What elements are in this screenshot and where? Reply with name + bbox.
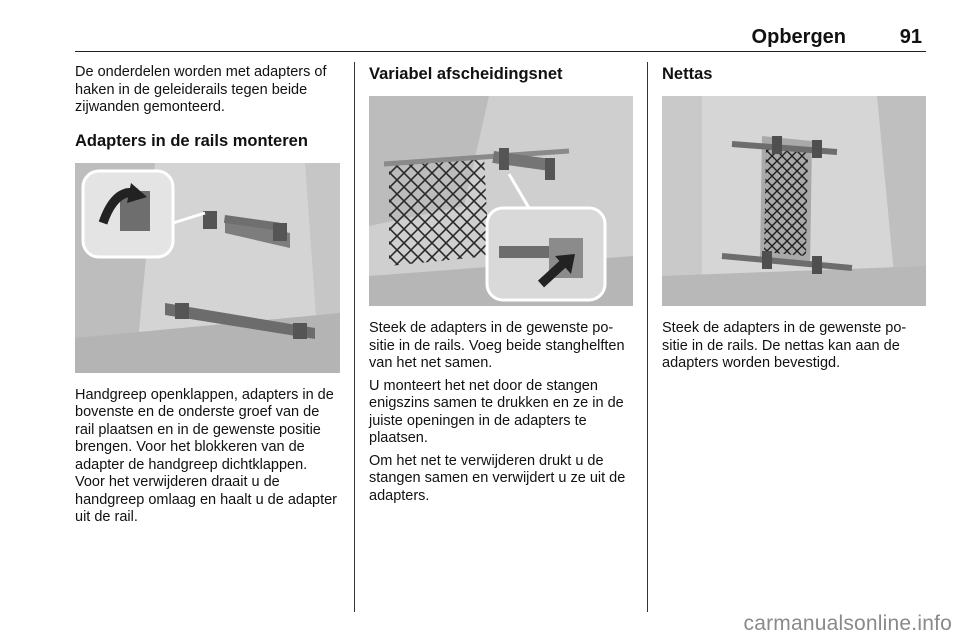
- column-1: [75, 64, 340, 527]
- section-title: Opbergen: [751, 26, 846, 48]
- intro-paragraph: De onderdelen worden met adapters of haken in de geleiderails tegen beide zijwanden gemonteerd.: [75, 64, 327, 115]
- column-2: [369, 64, 633, 505]
- heading-net: Variabel afscheidingsnet: [369, 65, 563, 83]
- figure-net-bag: [662, 96, 926, 306]
- paragraph-1: Steek de adapters in de gewenste positie in de rails. De nettas kan aan de adapters worden bevestigd.: [662, 320, 907, 371]
- heading-adapters: Adapters in de rails monteren: [75, 131, 308, 150]
- heading-net-bag: Nettas: [662, 65, 713, 83]
- column-divider: [354, 62, 355, 612]
- column-3: [662, 64, 926, 373]
- page-header: [75, 24, 926, 52]
- watermark: carmanualsonline.info: [743, 612, 952, 635]
- body-paragraph: Handgreep openklappen, adapters in de bovenste en de onderste groef van de rail plaatsen en in de gewenste positie brengen. Voor het blokkeren van de adapter de handgreep dichtklappen. Voor het verwijderen draait u de handgreep omlaag en haalt u de adapter uit de rail.: [75, 386, 338, 525]
- paragraph-3: Om het net te verwijderen drukt u de stangen samen en verwijdert u ze uit de adapters.: [369, 452, 626, 504]
- figure-divider-net: [369, 96, 633, 306]
- page-number: 91: [899, 26, 922, 48]
- paragraph-2: U monteert het net door de stangen enigszins samen te drukken en ze in de juiste openingen in de adapters te plaatsen.: [369, 377, 624, 446]
- column-divider: [647, 62, 648, 612]
- paragraph-1: Steek de adapters in de gewenste positie in de rails. Voeg beide stanghelften van het net samen.: [369, 320, 625, 371]
- figure-adapter-rails: [75, 163, 340, 373]
